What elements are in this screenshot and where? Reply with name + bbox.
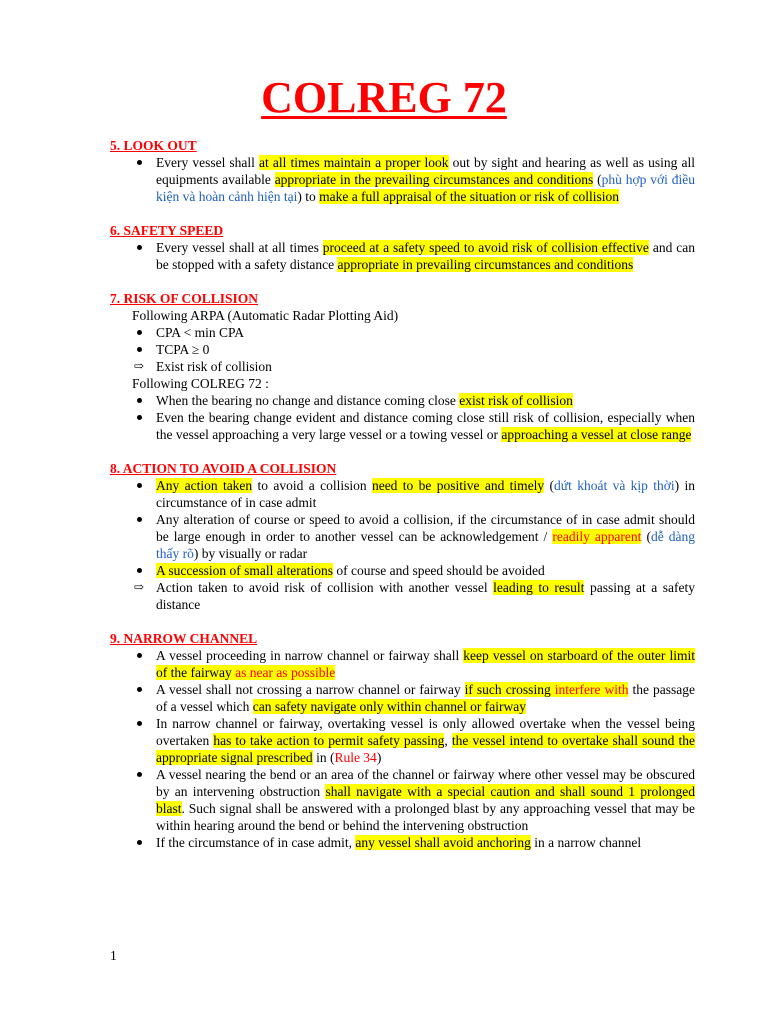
list-item: If the circumstance of in case admit, any vessel shall avoid anchoring in a narrow channel [110,834,695,851]
section-look-out [110,137,695,205]
highlighted-text: Any action taken [156,478,253,493]
list-item: When the bearing no change and distance coming close exist risk of collision [110,392,695,409]
bullet-dot-icon [132,511,146,528]
outline-right-arrow-icon: ⇨ [133,580,145,594]
bullet-dot-icon [132,647,146,664]
bullet-list [110,647,695,851]
highlighted-text: as near as possible [235,665,336,680]
bullet-list [110,154,695,205]
list-item: ⇨ Exist risk of collision [133,359,272,374]
highlighted-text: A succession of small alterations [156,563,333,578]
document-title-wrap [0,72,768,123]
highlighted-text: can safety navigate only within channel or fairway [252,699,527,714]
highlighted-text: leading to result [493,580,585,595]
list-item: Any action taken to avoid a collision need to be positive and timely (dứt khoát và kịp thời) in circumstance of in case admit [110,477,695,511]
highlighted-text: at all times maintain a proper look [259,155,449,170]
list-item: CPA < min CPA [110,324,695,341]
highlighted-text: has to take action to permit safety passing [213,733,445,748]
list-item: A vessel shall not crossing a narrow channel or fairway if such crossing interfere with the passage of a vessel which can safety navigate only within channel or fairway [110,681,695,715]
section-heading: 8. ACTION TO AVOID A COLLISION [110,461,337,476]
section-action-avoid-collision [110,460,695,613]
section-risk-of-collision [110,290,695,443]
bullet-dot-icon [132,409,146,426]
highlighted-text: appropriate in the prevailing circumstances and conditions [274,172,594,187]
section-narrow-channel [110,630,695,851]
highlighted-text: interfere with [554,682,629,697]
highlighted-text: if such crossing [464,682,555,697]
bullet-dot-icon [132,239,146,256]
section-heading: 7. RISK OF COLLISION [110,291,259,306]
bullet-dot-icon [132,834,146,851]
document-title: COLREG 72 [261,73,507,122]
section-heading: 9. NARROW CHANNEL [110,631,258,646]
list-item: Even the bearing change evident and distance coming close still risk of collision, especially when the vessel approaching a very large vessel or a towing vessel or approaching a vessel at close range [110,409,695,443]
highlighted-text: make a full appraisal of the situation or risk of collision [319,189,620,204]
document-body [110,137,695,868]
list-item: TCPA ≥ 0 [110,341,695,358]
highlighted-text: any vessel shall avoid anchoring [355,835,531,850]
list-item: Every vessel shall at all times proceed at a safety speed to avoid risk of collision effective and can be stopped with a safety distance appropriate in prevailing circumstances and conditions [110,239,695,273]
section-safety-speed [110,222,695,273]
highlighted-text: readily apparent [552,529,642,544]
highlighted-text: proceed at a safety speed to avoid risk of collision effective [322,240,649,255]
rule-reference: Rule 34 [334,750,377,765]
section-heading: 5. LOOK OUT [110,138,197,153]
bullet-dot-icon [132,766,146,783]
list-item: A succession of small alterations of course and speed should be avoided [110,562,695,579]
page-number: 1 [110,948,117,963]
bullet-dot-icon [132,562,146,579]
highlighted-text: need to be positive and timely [371,478,545,493]
bullet-dot-icon [132,392,146,409]
highlighted-text: shall navigate with a special caution and shall sound 1 prolonged blast [156,784,696,816]
outline-right-arrow-icon: ⇨ [133,359,145,373]
vietnamese-translation: phù hợp với điều kiện và hoàn cảnh hiện tại [156,172,695,204]
bullet-dot-icon [132,341,146,358]
list-item: Every vessel shall at all times maintain a proper look out by sight and hearing as well as using all equipments available appropriate in the prevailing circumstances and conditions (phù hợp với điều kiện và hoàn cảnh hiện tại) to make a full appraisal of the situation or risk of collision [110,154,695,205]
bullet-dot-icon [132,477,146,494]
highlighted-text: exist risk of collision [459,393,573,408]
bullet-dot-icon [132,715,146,732]
paragraph: Following COLREG 72 : [132,376,269,391]
bullet-dot-icon [132,681,146,698]
paragraph: Following ARPA (Automatic Radar Plotting Aid) [132,308,399,323]
bullet-list [110,392,695,443]
bullet-list [110,239,695,273]
list-item: ⇨ Action taken to avoid risk of collision with another vessel leading to result passing at a safety distance [133,580,695,612]
list-item: In narrow channel or fairway, overtaking vessel is only allowed overtake when the vessel being overtaken has to take action to permit safety passing, the vessel intend to overtake shall sound the appropriate signal prescribed in (Rule 34) [110,715,695,766]
highlighted-text: appropriate in prevailing circumstances and conditions [337,257,634,272]
list-item: Any alteration of course or speed to avoid a collision, if the circumstance of in case admit should be large enough in order to another vessel can be acknowledgement / readily apparent (dễ dàng thấy rõ) by visually or radar [110,511,695,562]
highlighted-text: the vessel intend to overtake shall sound the appropriate signal prescribed [156,733,695,765]
vietnamese-translation: dứt khoát và kịp thời [554,478,675,493]
vietnamese-translation: dễ dàng thấy rõ [156,529,695,561]
bullet-dot-icon [132,154,146,171]
highlighted-text: keep vessel on starboard of the outer limit of the fairway [156,648,695,680]
section-heading: 6. SAFETY SPEED [110,223,224,238]
highlighted-text: approaching a vessel at close range [501,427,692,442]
bullet-list [110,477,695,613]
list-item: A vessel nearing the bend or an area of the channel or fairway where other vessel may be obscured by an intervening obstruction shall navigate with a special caution and shall sound 1 prolonged blast. Such signal shall be answered with a prolonged blast by any approaching vessel that may be within hearing around the bend or behind the intervening obstruction [110,766,695,834]
bullet-list [110,324,695,375]
list-item: A vessel proceeding in narrow channel or fairway shall keep vessel on starboard of the outer limit of the fairway as near as possible [110,647,695,681]
bullet-dot-icon [132,324,146,341]
